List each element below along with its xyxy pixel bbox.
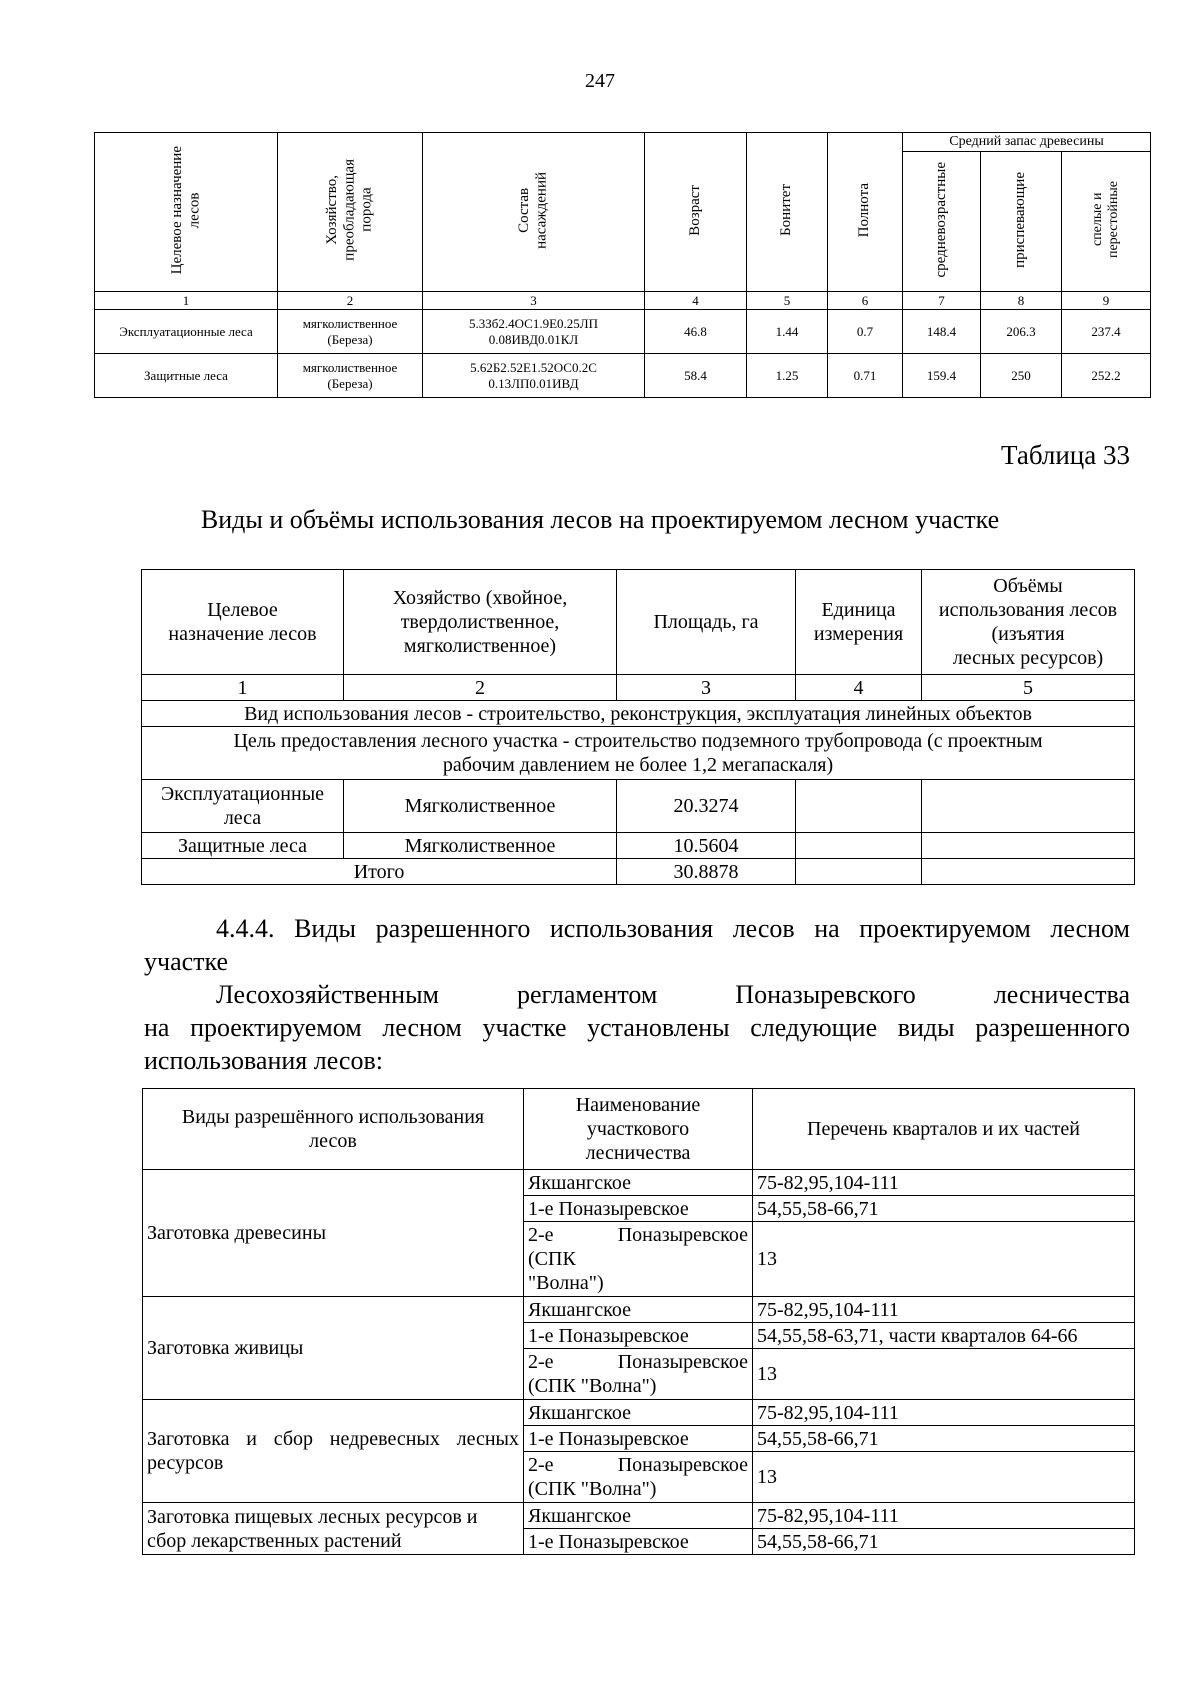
header-farm: Хозяйство (хвойное, твердолиственное, мягколиственное): [344, 570, 617, 675]
header-composition: Состав насаждений: [423, 133, 645, 292]
header-use: Виды разрешённого использования лесов: [143, 1089, 524, 1170]
header-volume: Объёмы использования лесов (изъятия лесных ресурсов): [922, 570, 1135, 675]
total-row: [142, 859, 1135, 885]
header-area: Площадь, га: [617, 570, 796, 675]
table-row: 1-е Поназыревское 54,55,58-63,71, части кварталов 64-66: [143, 1323, 1135, 1349]
header-density: Полнота: [828, 133, 903, 292]
stand-characteristics-table: [94, 132, 1151, 398]
table-row: 2-е Поназыревское (СПК "Волна") 13: [143, 1349, 1135, 1400]
table-row: Заготовка древесины Якшангское 75-82,95,104-111: [143, 1170, 1135, 1196]
table-row: 2-е Поназыревское (СПК "Волна") 13: [143, 1452, 1135, 1503]
table-row: Заготовка и сбор недревесных лесных ресурсов Якшангское 75-82,95,104-111: [143, 1400, 1135, 1426]
header-quarters: Перечень кварталов и их частей: [753, 1089, 1135, 1170]
forest-use-volumes-table: [141, 569, 1135, 885]
table-row: 2-е Поназыревское (СПК "Волна") 13: [143, 1222, 1135, 1297]
table-row: 1-е Поназыревское 54,55,58-66,71: [143, 1426, 1135, 1452]
page-number: 247: [585, 70, 615, 92]
header-district: Наименование участкового лесничества: [524, 1089, 753, 1170]
table-row: Защитные леса мягколиственное (Береза) 5.62Б2.52Е1.52ОС0.2С 0.13ЛП0.01ИВД 58.4 1.25 0.71 159.4 250 252.2: [95, 354, 1151, 398]
column-numbers-row: 1 2 3 4 5: [142, 675, 1135, 701]
use-type-row: Вид использования лесов - строительство, реконструкция, эксплуатация линейных объектов: [142, 701, 1135, 727]
header-age: Возраст: [645, 133, 747, 292]
table-row: Защитные леса Мягколиственное 10.5604: [142, 833, 1135, 859]
header-purpose: Целевое назначение лесов: [142, 570, 344, 675]
table-caption: Таблица 33: [1001, 440, 1130, 470]
header-farm: Хозяйство, преобладающая порода: [278, 133, 423, 292]
section-paragraph: Лесохозяйственным регламентом Поназыревского лесничества на проектируемом лесном участке установлены следующие виды разрешенного использования лесов:: [144, 980, 1130, 1075]
table-title: Виды и объёмы использования лесов на проектируемом лесном участке: [200, 505, 1000, 534]
use-name: Заготовка и сбор недревесных лесных ресурсов: [143, 1400, 524, 1503]
total-label: Итого: [142, 859, 617, 885]
header-bonitet: Бонитет: [747, 133, 828, 292]
table-row: Эксплуатационные леса мягколиственное (Береза) 5.3Зб2.4ОС1.9Е0.25ЛП 0.08ИВД0.01КЛ 46.8 1.44 0.7 148.4 206.3 237.4: [95, 310, 1151, 354]
table-row: 1-е Поназыревское 54,55,58-66,71: [143, 1529, 1135, 1555]
use-name: Заготовка живицы: [143, 1297, 524, 1400]
table-row: Эксплуатационные леса Мягколиственное 20.3274: [142, 780, 1135, 833]
table-row: Заготовка пищевых лесных ресурсов и сбор лекарственных растений Якшангское 75-82,95,104-111: [143, 1503, 1135, 1529]
column-numbers-row: 1 2 3 4 5 6 7 8 9: [95, 292, 1151, 310]
use-name: Заготовка пищевых лесных ресурсов и сбор лекарственных растений: [143, 1503, 524, 1555]
header-middle-aged: средневозрастные: [903, 152, 981, 292]
permitted-uses-table: [142, 1088, 1135, 1555]
table-row: Заготовка живицы Якшангское 75-82,95,104-111: [143, 1297, 1135, 1323]
header-mature: спелые и перестойные: [1062, 152, 1151, 292]
header-purpose: Целевое назначение лесов: [95, 133, 278, 292]
use-name: Заготовка древесины: [143, 1170, 524, 1297]
header-maturing: приспевающие: [981, 152, 1062, 292]
goal-row: Цель предоставления лесного участка - строительство подземного трубопровода (с проектным рабочим давлением не более 1,2 мегапаскаля): [142, 727, 1135, 780]
header-unit: Единица измерения: [796, 570, 922, 675]
section-heading: 4.4.4. Виды разрешенного использования лесов на проектируемом лесном участке: [144, 914, 1130, 976]
total-area: 30.8878: [617, 859, 796, 885]
header-stock-group: Средний запас древесины: [903, 133, 1151, 152]
table-row: 1-е Поназыревское 54,55,58-66,71: [143, 1196, 1135, 1222]
